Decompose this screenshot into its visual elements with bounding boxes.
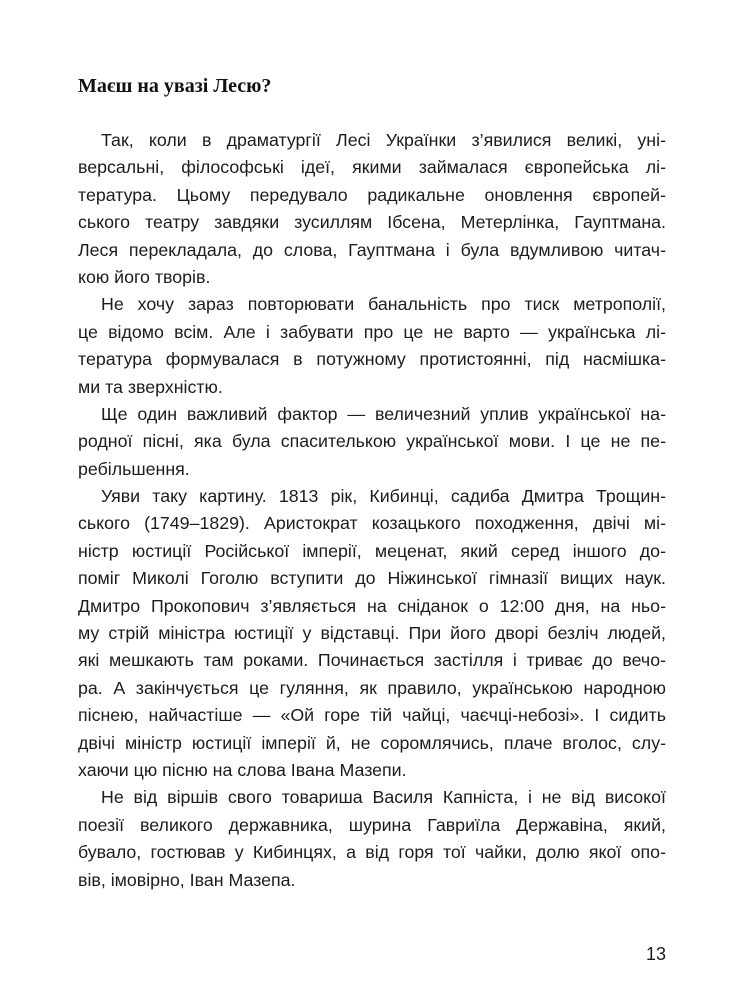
text-line: тература. Цьому передувало радикальне оновлення європей- (78, 184, 666, 205)
page-number: 13 (645, 944, 666, 964)
text-line: тература формувалася в потужному протистоянні, під насмішка- (78, 349, 666, 370)
paragraph (78, 784, 666, 894)
text-line: Не від віршів свого товариша Василя Капніста, і не від високої (101, 787, 666, 808)
text-line: Уяви таку картину. 1813 рік, Кибинці, садиба Дмитра Трощин- (101, 486, 666, 507)
text-line: це відомо всім. Але і забувати про це не варто — українська лі- (78, 321, 666, 342)
text-line: вів, імовірно, Іван Мазепа. (78, 869, 296, 890)
text-line: Ще один важливий фактор — величезний уплив української на- (101, 403, 666, 424)
text-line: піснею, найчастіше — «Ой горе тій чайці, чаєчці-небозі». І сидить (78, 705, 666, 726)
text-line: му стрій міністра юстиції у відставці. При його дворі безліч людей, (78, 623, 666, 644)
text-line: версальні, філософські ідеї, якими займалася європейська лі- (78, 157, 666, 178)
paragraph (78, 483, 666, 784)
text-line: поезії великого державника, шурина Гавриїла Державіна, який, (78, 814, 666, 835)
text-line: які мешкають там роками. Починається застілля і триває до вечо- (78, 650, 666, 671)
text-line: Так, коли в драматургії Лесі Українки з’явилися великі, уні- (101, 130, 666, 150)
text-line: ми та зверхністю. (78, 376, 223, 397)
text-line: ського театру завдяки зусиллям Ібсена, Метерлінка, Гауптмана. (78, 212, 666, 233)
paragraph (78, 401, 666, 483)
text-line: ського (1749–1829). Аристократ козацького походження, двічі мі- (78, 513, 666, 534)
text-line: поміг Миколі Гоголю вступити до Ніжинської гімназії вищих наук. (78, 568, 666, 589)
text-line: ребільшення. (78, 458, 190, 479)
text-line: бувало, гостював у Кибинцях, а від горя тої чайки, долю якої опо- (78, 842, 666, 863)
text-line: Леся перекладала, до слова, Гауптмана і була вдумливою читач- (78, 239, 666, 260)
text-line: ра. А закінчується це гуляння, як правило, українською народною (78, 677, 666, 698)
text-line: кою його творів. (78, 266, 211, 287)
text-line: ністр юстиції Російської імперії, меценат, який серед іншого до- (78, 540, 666, 561)
paragraph (78, 291, 666, 401)
text-body (78, 127, 666, 894)
page-body (78, 70, 666, 894)
text-line: Не хочу зараз повторювати банальність про тиск метрополії, (101, 294, 666, 315)
text-line: родної пісні, яка була спасителькою української мови. І це не пе- (78, 431, 666, 452)
paragraph (78, 127, 666, 291)
text-line: двічі міністр юстиції імперії й, не соромлячись, плаче вголос, слу- (78, 732, 666, 753)
text-line: хаючи цю пісню на слова Івана Мазепи. (78, 759, 407, 780)
section-heading: Маєш на увазі Лесю? (78, 75, 272, 97)
text-line: Дмитро Прокопович з’являється на сніданок о 12:00 дня, на ньо- (78, 595, 666, 616)
